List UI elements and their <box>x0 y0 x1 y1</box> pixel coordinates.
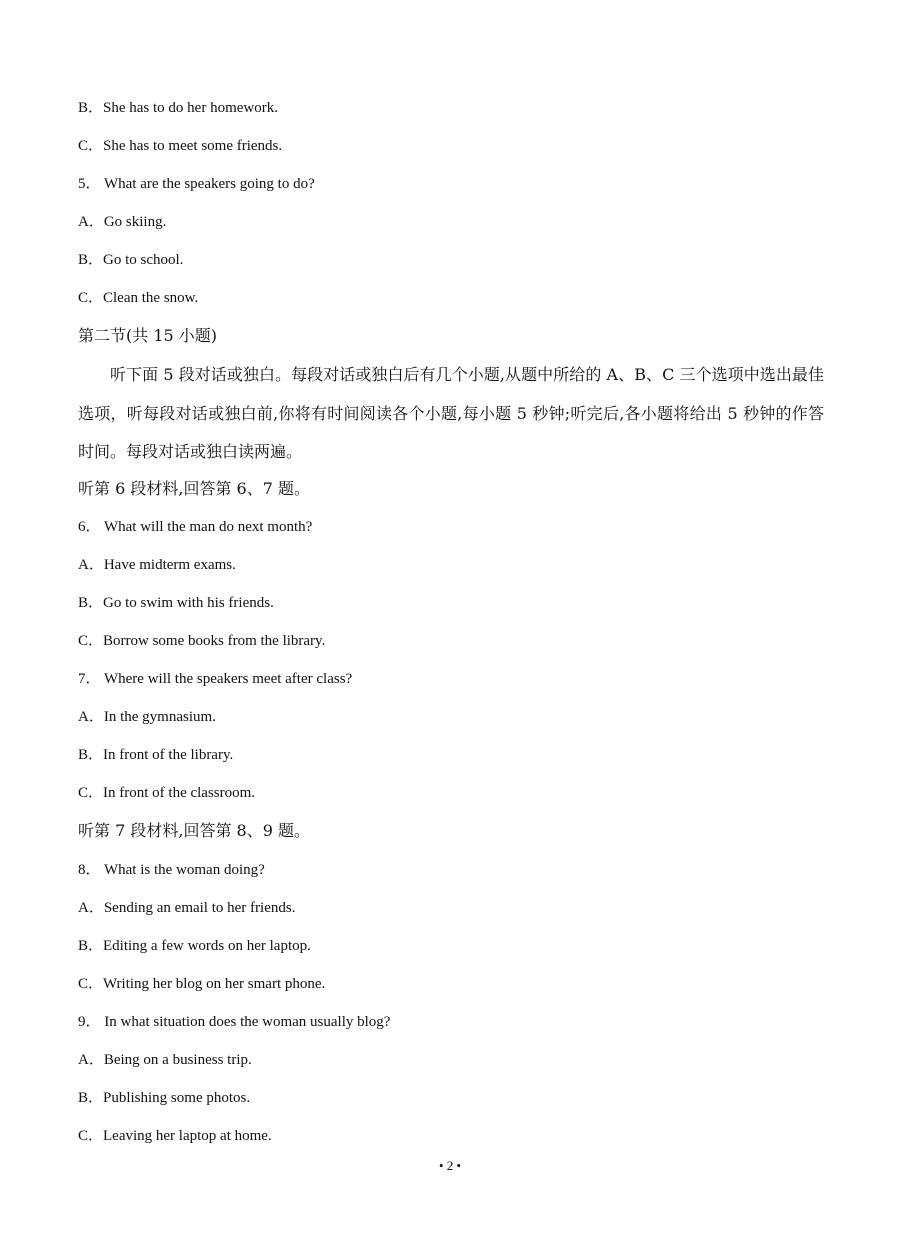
option-5a: A．Go skiing. <box>78 214 167 230</box>
section-heading: 第二节(共 15 小题) <box>78 326 218 345</box>
option-9b: B．Publishing some photos. <box>78 1090 251 1106</box>
option-6b: B．Go to swim with his friends. <box>78 595 274 611</box>
option-8a: A．Sending an email to her friends. <box>78 900 296 916</box>
option-5c: C．Clean the snow. <box>78 290 199 306</box>
option-8b: B．Editing a few words on her laptop. <box>78 938 311 954</box>
material-6-heading: 听第 6 段材料,回答第 6、7 题。 <box>78 479 310 498</box>
question-7: 7． Where will the speakers meet after class? <box>78 671 353 687</box>
option-6a: A．Have midterm exams. <box>78 557 236 573</box>
option-8c: C．Writing her blog on her smart phone. <box>78 976 326 992</box>
option-7b: B．In front of the library. <box>78 747 234 763</box>
section-instructions: 听下面 5 段对话或独白。每段对话或独白后有几个小题,从题中所给的 A、B、C 三个选项中选出最佳选项，听每段对话或独白前,你将有时间阅读各个小题,每小题 5 秒钟;听完后,各小题将给出 5 秒钟的作答时间。每段对话或独白读两遍。 <box>78 365 824 461</box>
question-9: 9． In what situation does the woman usually blog? <box>78 1014 391 1030</box>
option-6c: C．Borrow some books from the library. <box>78 633 326 649</box>
question-6: 6． What will the man do next month? <box>78 519 313 535</box>
option-4b: B．She has to do her homework. <box>78 100 278 116</box>
option-9a: A．Being on a business trip. <box>78 1052 252 1068</box>
option-5b: B．Go to school. <box>78 252 184 268</box>
question-8: 8． What is the woman doing? <box>78 862 265 878</box>
question-5: 5． What are the speakers going to do? <box>78 176 315 192</box>
option-7c: C．In front of the classroom. <box>78 785 256 801</box>
option-4c: C．She has to meet some friends. <box>78 138 283 154</box>
option-7a: A．In the gymnasium. <box>78 709 216 725</box>
page-number: • 2 • <box>438 1158 462 1173</box>
material-7-heading: 听第 7 段材料,回答第 8、9 题。 <box>78 821 310 840</box>
option-9c: C．Leaving her laptop at home. <box>78 1128 272 1144</box>
